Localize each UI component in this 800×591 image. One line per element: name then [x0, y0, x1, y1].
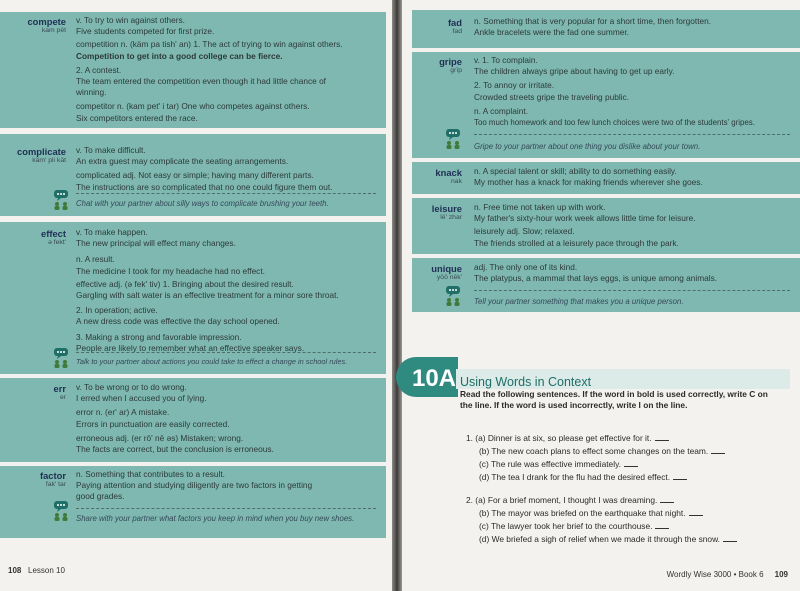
- question-text: (d) The tea I drank for the flu had the desired effect.: [479, 472, 671, 482]
- partner-talk-icon: [52, 189, 70, 211]
- question-item: [479, 446, 725, 456]
- partner-talk-icon: [52, 500, 70, 522]
- pronunciation-effect: ə fekt': [48, 239, 66, 246]
- partner-talk-icon: [444, 128, 462, 150]
- entry-fad: [474, 16, 711, 38]
- question-text: (c) The rule was effective immediately.: [479, 459, 621, 469]
- subentry-line: erroneous adj. (er rō' nē əs) Mistaken; wrong.: [76, 432, 244, 443]
- headword-effect: effect: [40, 228, 66, 239]
- question-item: [479, 521, 669, 531]
- example-line: Errors in punctuation are easily corrected.: [76, 418, 230, 429]
- example-line: The facts are correct, but the conclusion is erroneous.: [76, 444, 274, 455]
- example-line: winning.: [76, 87, 107, 98]
- page-number: 109: [774, 570, 788, 579]
- example-line: An extra guest may complicate the seating arrangements.: [76, 156, 289, 167]
- divider: [76, 508, 376, 509]
- example-line: Crowded streets gripe the traveling public.: [474, 91, 629, 102]
- partner-talk-prompt: Share with your partner what factors you keep in mind when you buy new shoes.: [76, 514, 355, 523]
- answer-line[interactable]: [660, 495, 674, 503]
- definition-line: 2. To annoy or irritate.: [474, 80, 555, 91]
- example-line: Ankle bracelets were the fad one summer.: [474, 27, 629, 38]
- question-item: [479, 459, 638, 469]
- lesson-label: Lesson 10: [28, 566, 65, 575]
- right-footer: [667, 570, 788, 579]
- pronunciation-fad: fad: [452, 28, 462, 35]
- pronunciation-compete: kam pēt: [41, 27, 66, 34]
- definition-line: 3. Making a strong and favorable impression.: [76, 331, 242, 342]
- headword-factor: factor: [39, 470, 66, 481]
- definition-line: 2. In operation; active.: [76, 305, 158, 316]
- example-line: A new dress code was effective the day school opened.: [76, 316, 280, 327]
- question-text: (b) The mayor was briefed on the earthquake that night.: [479, 508, 686, 518]
- entry-knack: [474, 166, 703, 188]
- question-item: [479, 534, 737, 544]
- partner-talk-prompt: Talk to your partner about actions you could take to effect a change in school rules.: [76, 357, 348, 366]
- definition-line: n. Free time not taken up with work.: [474, 202, 606, 212]
- subentry-line: leisurely adj. Slow; relaxed.: [474, 226, 575, 237]
- subentry-line: competition n. (käm pa tish' an) 1. The act of trying to win against others.: [76, 39, 343, 50]
- example-line: The platypus, a mammal that lays eggs, is unique among animals.: [474, 273, 718, 284]
- definition-line: n. A special talent or skill; ability to do something easily.: [474, 166, 677, 176]
- definition-line: n. Something that contributes to a result.: [76, 469, 225, 479]
- subentry-line: effective adj. (ə fek' tiv) 1. Bringing about the desired result.: [76, 278, 294, 289]
- page-number: 108: [8, 566, 22, 575]
- entry-factor: [76, 469, 312, 503]
- definition-line: v. To make difficult.: [76, 145, 146, 155]
- pronunciation-unique: yōō nēk': [436, 274, 462, 281]
- partner-talk-prompt: Gripe to your partner about one thing you dislike about your town.: [474, 142, 701, 151]
- answer-line[interactable]: [723, 534, 737, 542]
- headword-err: err: [53, 383, 66, 394]
- definition-line: n. A complaint.: [474, 105, 528, 116]
- partner-talk-prompt: Tell your partner something that makes you a unique person.: [474, 297, 684, 306]
- definition-line: v. To make happen.: [76, 227, 148, 237]
- question-item: [466, 495, 674, 505]
- definition-line: v. To try to win against others.: [76, 15, 185, 25]
- question-text: (b) The new coach plans to effect some changes on the team.: [479, 446, 709, 456]
- subentry-line: error n. (er' ar) A mistake.: [76, 407, 170, 418]
- question-item: [479, 508, 703, 518]
- partner-talk-icon: [52, 347, 70, 369]
- question-text: (c) The lawyer took her brief to the courthouse.: [479, 521, 653, 531]
- entry-gripe: [474, 55, 755, 128]
- book-gutter: [392, 0, 402, 591]
- headword-unique: unique: [431, 263, 462, 274]
- example-line: Competition to get into a good college can be fierce.: [76, 50, 283, 61]
- pronunciation-complicate: käm' pli kāt: [32, 157, 66, 164]
- example-line: The friends strolled at a leisurely pace through the park.: [474, 237, 679, 248]
- headword-compete: compete: [27, 16, 66, 27]
- question-text: (d) We briefed a sigh of relief when we made it through the snow.: [479, 534, 720, 544]
- example-line: The instructions are so complicated that no one could figure them out.: [76, 181, 333, 192]
- headword-leisure: leisure: [431, 203, 462, 214]
- exercise-badge: [396, 357, 458, 397]
- answer-line[interactable]: [655, 521, 669, 529]
- subentry-line: complicated adj. Not easy or simple; having many different parts.: [76, 170, 314, 181]
- example-line: Five students competed for first prize.: [76, 26, 215, 37]
- example-line: My mother has a knack for making friends wherever she goes.: [474, 177, 703, 188]
- headword-complicate: complicate: [17, 146, 66, 157]
- left-page: [0, 0, 392, 591]
- answer-line[interactable]: [711, 446, 725, 454]
- pronunciation-knack: nak: [451, 178, 462, 185]
- example-line: People are likely to remember what an effective speaker says.: [76, 342, 305, 353]
- divider: [474, 134, 790, 135]
- subentry-line: competitor n. (kam pet' i tar) One who competes against others.: [76, 101, 310, 112]
- divider: [76, 193, 376, 194]
- entry-effect: [76, 227, 339, 354]
- question-item: [479, 472, 687, 482]
- example-line: Too much homework and too few lunch choices were two of the students' gripes.: [474, 118, 755, 128]
- exercise-title: Using Words in Context: [460, 375, 592, 389]
- definition-line: n. Something that is very popular for a short time, then forgotten.: [474, 16, 712, 26]
- entry-err: [76, 382, 274, 455]
- headword-knack: knack: [435, 167, 462, 178]
- partner-talk-prompt: Chat with your partner about silly ways to complicate brushing your teeth.: [76, 199, 329, 208]
- pronunciation-factor: fak' tar: [45, 481, 66, 488]
- example-line: Gargling with salt water is an effective treatment for a minor sore throat.: [76, 290, 339, 301]
- entry-leisure: [474, 202, 696, 249]
- left-footer: [8, 566, 65, 575]
- definition-line: adj. The only one of its kind.: [474, 262, 578, 272]
- example-line: Six competitors entered the race.: [76, 112, 198, 123]
- example-line: Paying attention and studying diligently are two factors in getting: [76, 480, 313, 491]
- divider: [474, 290, 790, 291]
- entry-compete: [76, 15, 343, 124]
- answer-line[interactable]: [673, 472, 687, 480]
- book-label: Wordly Wise 3000 • Book 6: [666, 570, 764, 579]
- answer-line[interactable]: [624, 459, 638, 467]
- example-line: I erred when I accused you of lying.: [76, 393, 207, 404]
- example-line: The medicine I took for my headache had no effect.: [76, 265, 265, 276]
- entry-complicate: [76, 145, 332, 193]
- pronunciation-gripe: grīp: [450, 67, 462, 74]
- exercise-number: 10A: [411, 365, 457, 392]
- example-line: The children always gripe about having to get up early.: [474, 66, 675, 77]
- question-text: 1. (a) Dinner is at six, so please get effective for it.: [466, 433, 652, 443]
- headword-fad: fad: [447, 17, 462, 28]
- answer-line[interactable]: [655, 433, 669, 441]
- definition-line: v. 1. To complain.: [474, 55, 538, 65]
- question-item: [466, 433, 669, 443]
- answer-line[interactable]: [689, 508, 703, 516]
- exercise-instructions: Read the following sentences. If the word in bold is used correctly, write C on the line. If the word is used incorrectly, write I on the line.: [460, 389, 768, 410]
- question-text: 2. (a) For a brief moment, I thought I was dreaming.: [466, 495, 658, 505]
- definition-line: v. To be wrong or to do wrong.: [76, 382, 187, 392]
- pronunciation-err: er: [59, 394, 66, 401]
- example-line: The new principal will effect many changes.: [76, 238, 236, 249]
- example-line: good grades.: [76, 491, 125, 502]
- partner-talk-icon: [444, 285, 462, 307]
- example-line: The team entered the competition even though it had little chance of: [76, 76, 326, 87]
- definition-line: n. A result.: [76, 254, 115, 265]
- pronunciation-leisure: lē' zhar: [440, 214, 462, 221]
- entry-unique: [474, 262, 717, 284]
- definition-line: 2. A contest.: [76, 64, 122, 75]
- headword-gripe: gripe: [439, 56, 462, 67]
- divider: [76, 352, 376, 353]
- example-line: My father's sixty-hour work week allows little time for leisure.: [474, 213, 696, 224]
